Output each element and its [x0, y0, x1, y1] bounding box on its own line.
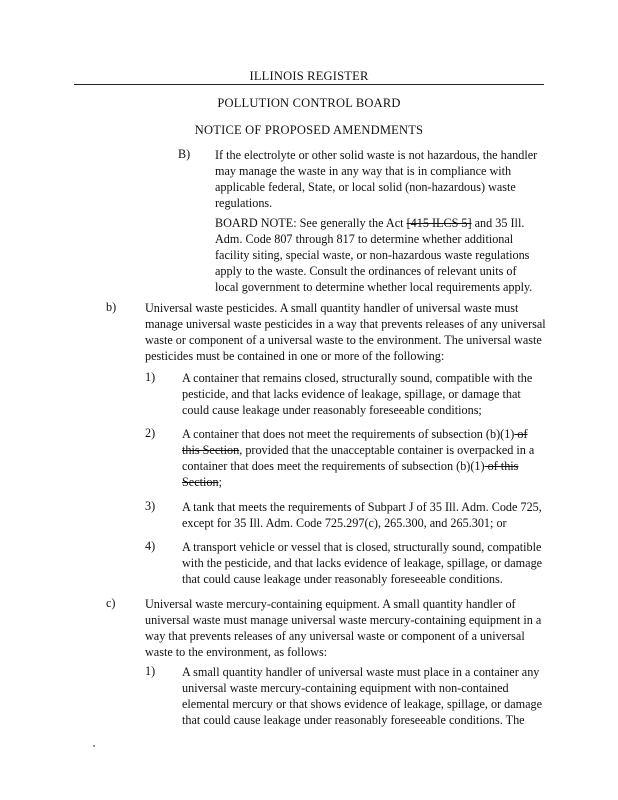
item-label-b3: 3) [145, 499, 156, 513]
section-label-b: b) [106, 300, 117, 314]
item-label-c1: 1) [145, 664, 156, 678]
item-label-b2: 2) [145, 426, 156, 440]
item-label-b4: 4) [145, 539, 156, 553]
struck-text: this Section [182, 443, 240, 457]
notice-title: NOTICE OF PROPOSED AMENDMENTS [194, 123, 424, 137]
section-label-c: c) [106, 596, 116, 610]
item-label-B: B) [178, 147, 191, 161]
item-label-b1: 1) [145, 370, 156, 384]
item-b1-text: A container that remains closed, structurally sound, compatible with the pesticide, and that lacks evidence of leakage, spillage, or damage that could cause leakage under reasonably foreseeable conditions; [182, 371, 533, 417]
section-b-text: Universal waste pesticides. A small quantity handler of universal waste must manage universal waste pesticides in a way that prevents releases of any universal waste or component of a universal waste to the environment. The universal waste pesticides must be contained in one or more of the following: [145, 301, 546, 363]
section-c-text: Universal waste mercury-containing equipment. A small quantity handler of universal waste must manage universal waste mercury-containing equipment in a way that prevents releases of any universal waste or component of a universal waste to the environment, as follows: [145, 597, 542, 659]
struck-text: Section [182, 475, 219, 489]
item-b3-text: A tank that meets the requirements of Subpart J of 35 Ill. Adm. Code 725, except for 35 Ill. Adm. Code 725.297(c), 265.300, and 265.301; or [182, 500, 542, 530]
item-B-text: If the electrolyte or other solid waste is not hazardous, the handler may manage the waste in any way that is in compliance with applicable federal, State, or local solid (non-hazardous) waste regulations. [215, 148, 538, 210]
header-rule [74, 84, 544, 85]
scan-speck [93, 745, 95, 747]
board-name: POLLUTION CONTROL BOARD [217, 96, 401, 110]
struck-text: [415 ILCS 5] [406, 216, 472, 230]
item-b2-text: A container that does not meet the requirements of subsection (b)(1) of this Section, provided that the unacceptable container is overpacked in a container that does meet the requirements of subsection (b)(1) of this Section; [182, 427, 535, 489]
struck-text: of this [484, 459, 519, 473]
item-c1-text: A small quantity handler of universal waste must place in a container any universal waste mercury-containing equipment with non-contained elemental mercury or that shows evidence of leakage, spillage, or damage that could cause leakage under reasonably foreseeable conditions. The [182, 665, 543, 727]
item-b4-text: A transport vehicle or vessel that is closed, structurally sound, compatible with the pesticide, and that lacks evidence of leakage, spillage, or damage that could cause leakage under reasonably foreseeable conditions. [182, 540, 543, 586]
board-note: BOARD NOTE: See generally the Act [415 ILCS 5] and 35 Ill. Adm. Code 807 through 817 to determine whether additional facility siting, special waste, or non-hazardous waste regulations apply to the waste. Consult the ordinances of relevant units of local government to determine whether local requirements apply. [215, 216, 533, 294]
struck-text: of [514, 427, 528, 441]
register-title: ILLINOIS REGISTER [249, 69, 369, 83]
